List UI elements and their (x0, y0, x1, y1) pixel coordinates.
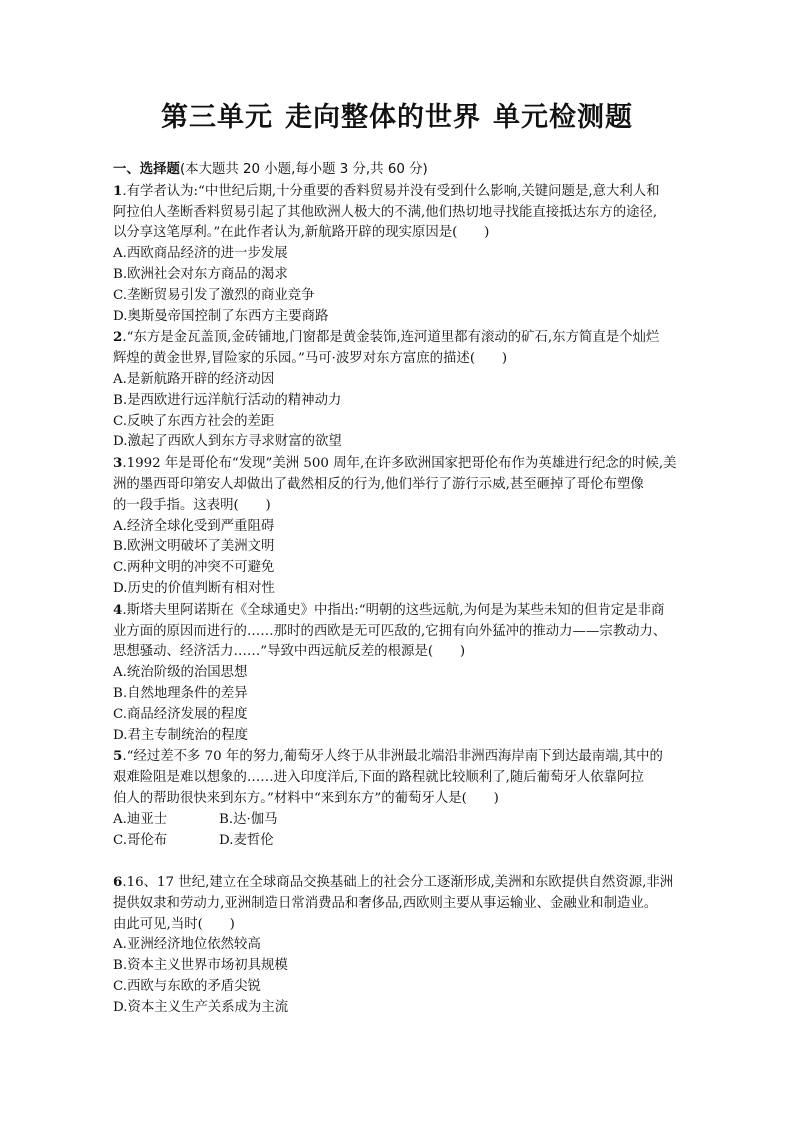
question-text: 以分享这笔厚利。”在此作者认为,新航路开辟的现实原因是( ) (113, 225, 490, 241)
question-text: 辉煌的黄金世界,冒险家的乐园。”马可·波罗对东方富庶的描述( ) (113, 351, 508, 367)
question-text: 由此可见,当时( ) (113, 916, 235, 932)
question-text: .“经过差不多 70 年的努力,葡萄牙人终于从非洲最北端沿非洲西海岸南下到达最南端,其中的 (122, 749, 663, 765)
option-b: B.资本主义世界市场初具规模 (113, 958, 288, 974)
section-label: 一、选择题 (113, 162, 180, 177)
option-c: C.垄断贸易引发了激烈的商业竞争 (113, 287, 315, 303)
blank-line (113, 851, 693, 872)
question-line (113, 327, 693, 349)
option-b: B.自然地理条件的差异 (113, 685, 248, 701)
option-a: A.迪亚士 (113, 811, 168, 827)
option-b: B.欧洲文明破坏了美洲文明 (113, 539, 275, 555)
option-c: C.商品经济发展的程度 (113, 706, 248, 722)
question-1 (113, 181, 693, 328)
question-line (113, 453, 693, 475)
question-text: 思想骚动、经济活力……”导致中西远航反差的根源是( ) (113, 644, 466, 660)
option-c: C.哥伦布 (113, 832, 168, 848)
question-list (113, 160, 693, 1019)
question-line (113, 600, 693, 622)
question-text: .1992 年是哥伦布“发现”美洲 500 周年,在许多欧洲国家把哥伦布作为英雄进行纪念的时候,美 (122, 456, 677, 472)
option-d: D.麦哲伦 (219, 832, 274, 848)
option-b: B.是西欧进行远洋航行活动的精神动力 (113, 392, 342, 408)
question-text: 洲的墨西哥印第安人却做出了截然相反的行为,他们举行了游行示威,甚至砸掉了哥伦布塑像 (113, 476, 644, 492)
question-number: 6 (113, 874, 123, 891)
option-row (113, 831, 693, 852)
question-number: 2 (113, 329, 123, 346)
question-text: .16、17 世纪,建立在全球商品交换基础上的社会分工逐渐形成,美洲和东欧提供自然资源,非洲 (122, 875, 674, 891)
question-text: 伯人的帮助很快来到东方。”材料中“来到东方”的葡萄牙人是( ) (113, 790, 499, 806)
question-text: .斯塔夫里阿诺斯在《全球通史》中指出:“明朝的这些远航,为何是为某些未知的但肯定是非商 (122, 602, 665, 618)
question-text: .有学者认为:“中世纪后期,十分重要的香料贸易并没有受到什么影响,关键问题是,意大利人和 (122, 183, 660, 199)
question-text: 艰难险阻是难以想象的……进入印度洋后,下面的路程就比较顺利了,随后葡萄牙人依靠阿拉 (113, 770, 644, 786)
question-6 (113, 872, 693, 1019)
question-number: 4 (113, 601, 123, 618)
title-topic: 走向整体的世界 (285, 102, 481, 133)
section-note: (本大题共 20 小题,每小题 3 分,共 60 分) (179, 162, 428, 177)
option-a: A.亚洲经济地位依然较高 (113, 937, 261, 953)
option-a: A.统治阶级的治国思想 (113, 665, 248, 681)
question-2 (113, 327, 693, 453)
section-heading (113, 160, 693, 181)
option-b: B.达·伽马 (219, 811, 278, 827)
option-a: A.西欧商品经济的进一步发展 (113, 246, 288, 262)
question-line (113, 746, 693, 768)
option-a: A.是新航路开辟的经济动因 (113, 371, 275, 387)
question-3 (113, 453, 693, 600)
question-text: 的一段手指。这表明( ) (113, 497, 271, 513)
question-text: 阿拉伯人垄断香料贸易引起了其他欧洲人极大的不满,他们热切地寻找能直接抵达东方的途径, (113, 204, 658, 220)
question-4 (113, 600, 693, 747)
option-d: D.资本主义生产关系成为主流 (113, 999, 289, 1015)
option-d: D.奥斯曼帝国控制了东西方主要商路 (113, 308, 329, 324)
question-5 (113, 746, 693, 851)
question-line (113, 181, 693, 203)
option-d: D.君主专制统治的程度 (113, 727, 249, 743)
question-number: 5 (113, 748, 123, 765)
option-c: C.西欧与东欧的矛盾尖锐 (113, 979, 261, 995)
question-line (113, 872, 693, 894)
option-a: A.经济全球化受到严重阻碍 (113, 518, 275, 534)
question-text: 提供奴隶和劳动力,亚洲制造日常消费品和奢侈品,西欧则主要从事运输业、金融业和制造业。 (113, 895, 658, 911)
option-b: B.欧洲社会对东方商品的渴求 (113, 266, 288, 282)
question-number: 1 (113, 182, 123, 199)
option-row (113, 810, 693, 831)
option-d: D.历史的价值判断有相对性 (113, 580, 275, 596)
title-test: 单元检测题 (493, 102, 633, 133)
option-d: D.激起了西欧人到东方寻求财富的欲望 (113, 434, 342, 450)
page-title (0, 98, 794, 138)
title-unit: 第三单元 (161, 102, 273, 133)
question-text: 业方面的原因而进行的……那时的西欧是无可匹敌的,它拥有向外猛冲的推动力——宗教动力、 (113, 623, 667, 639)
option-c: C.反映了东西方社会的差距 (113, 413, 275, 429)
option-c: C.两种文明的冲突不可避免 (113, 560, 275, 576)
question-number: 3 (113, 455, 123, 472)
question-text: .“东方是金瓦盖顶,金砖铺地,门窗都是黄金装饰,连河道里都有滚动的矿石,东方简直是个灿烂 (122, 330, 660, 346)
